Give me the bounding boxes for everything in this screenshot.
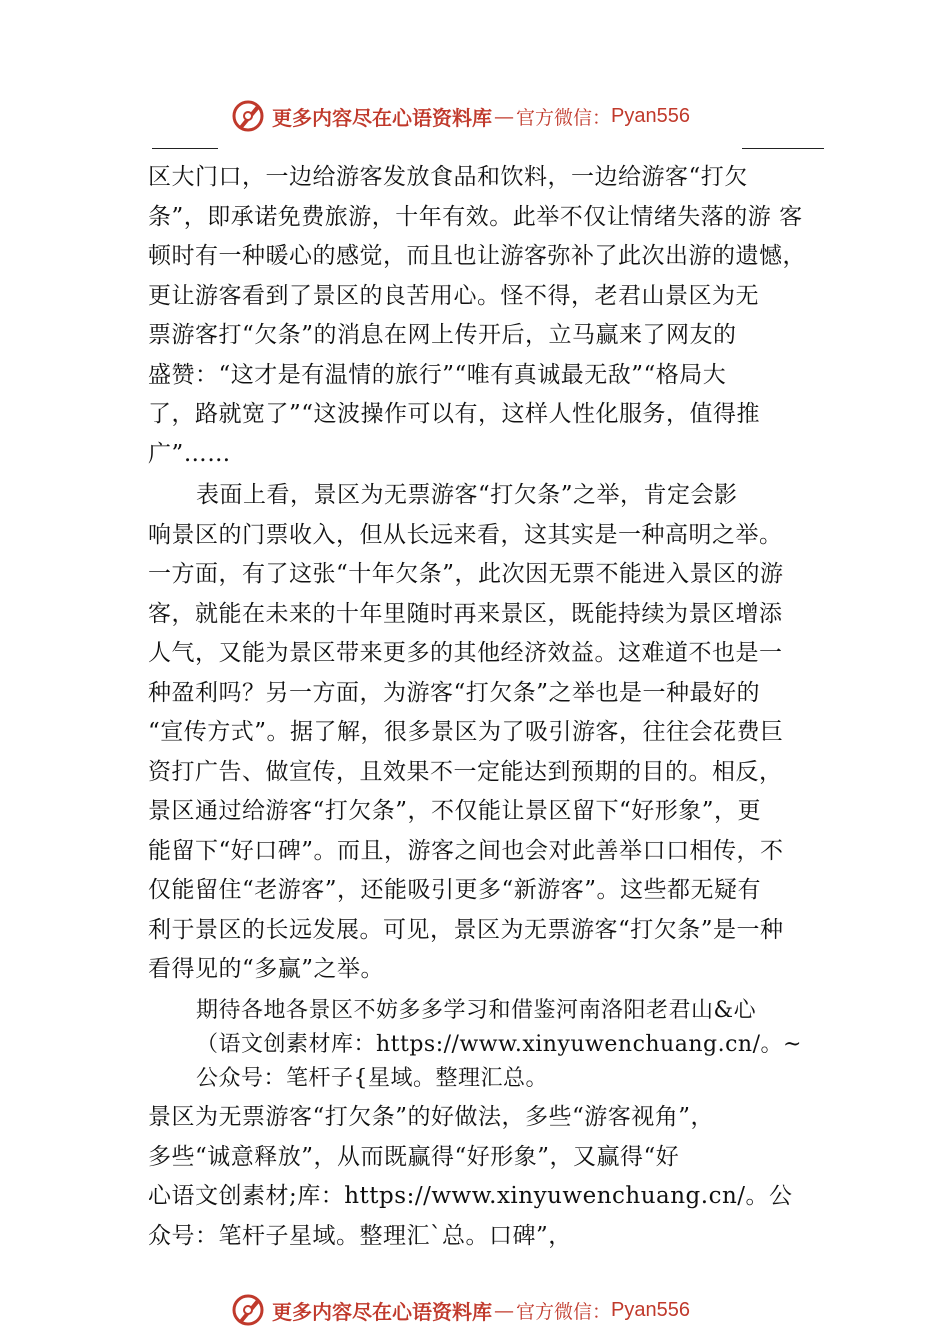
text-line: 种盈利吗？另一方面，为游客“打欠条”之举也是一种最好的 (148, 679, 761, 706)
text-line: 广”…… (148, 440, 231, 467)
banner-title: 更多内容尽在心语资料库 (272, 105, 492, 130)
text-line: 多些“诚意释放”，从而既赢得“好形象”，又赢得“好 (148, 1143, 680, 1170)
banner-separator: — (494, 104, 514, 128)
text-line: 公众号：笔杆子{星域。整理汇总。 (196, 1066, 548, 1091)
banner-wechat-label: 官方微信： (516, 106, 612, 129)
text-line: 区大门口，一边给游客发放食品和饮料，一边给游客“打欠 (148, 164, 748, 190)
text-line: 景区为无票游客“打欠条”的好做法，多些“游客视角”， (148, 1104, 715, 1130)
text-line: “宣传方式”。据了解，很多景区为了吸引游客，往往会花费巨 (148, 719, 784, 745)
text-line: 人气，又能为景区带来更多的其他经济效益。这难道不也是一 (148, 640, 783, 666)
text-line: 盛赞：“这才是有温情的旅行”“唯有真诚最无敌”“格局大 (148, 361, 727, 388)
text-line: 了，路就宽了”“这波操作可以有，这样人性化服务，值得推 (148, 401, 761, 427)
text-line: 心语文创素材;库：https://www.xinyuwenchuang.cn/。公 (148, 1183, 793, 1209)
quill-logo-icon (230, 98, 266, 134)
paragraph-3 (148, 994, 828, 1096)
header-rule-right (742, 148, 824, 149)
paragraph-2 (148, 476, 828, 990)
text-line: 利于景区的长远发展。可见，景区为无票游客“打欠条”是一种 (148, 916, 784, 943)
banner-title: 更多内容尽在心语资料库 (272, 1299, 492, 1324)
text-line: 众号：笔杆子星域。整理汇`总。口碑”， (148, 1222, 572, 1249)
text-line: 响景区的门票收入，但从长远来看，这其实是一种高明之举。 (148, 521, 783, 548)
text-line: 仅能留住“老游客”，还能吸引更多“新游客”。这些都无疑有 (148, 877, 762, 903)
text-line: 条”，即承诺免费旅游，十年有效。此举不仅让情绪失落的游 客 (148, 203, 803, 230)
text-line: 一方面，有了这张“十年欠条”，此次因无票不能进入景区的游 (148, 561, 784, 587)
banner-wechat-label: 官方微信： (516, 1300, 612, 1323)
banner-separator: — (494, 1298, 514, 1322)
text-line: （语文创素材库：https://www.xinyuwenchuang.cn/。~ (196, 1032, 802, 1057)
banner-wechat-id: Pyan556 (611, 104, 690, 127)
text-line: 资打广告、做宣传，且效果不一定能达到预期的目的。相反， (148, 758, 783, 785)
text-line: 期待各地各景区不妨多多学习和借鉴河南洛阳老君山&心 (196, 998, 757, 1023)
text-line: 能留下“好口碑”。而且，游客之间也会对此善举口口相传，不 (148, 837, 784, 864)
text-line: 票游客打“欠条”的消息在网上传开后，立马赢来了网友的 (148, 322, 737, 348)
text-line: 顿时有一种暖心的感觉，而且也让游客弥补了此次出游的遗憾， (148, 243, 806, 269)
text-line: 看得见的“多赢”之举。 (148, 956, 385, 982)
paragraph-4 (148, 1098, 828, 1256)
text-line: 表面上看，景区为无票游客“打欠条”之举，肯定会影 (196, 482, 738, 508)
footer-banner (230, 1290, 750, 1330)
text-line: 客，就能在未来的十年里随时再来景区，既能持续为景区增添 (148, 600, 783, 627)
header-rule-left (152, 148, 218, 149)
paragraph-1 (148, 158, 828, 474)
header-banner (230, 96, 750, 136)
banner-wechat-id: Pyan556 (611, 1298, 690, 1321)
text-line: 景区通过给游客“打欠条”，不仅能让景区留下“好形象”，更 (148, 798, 762, 824)
quill-logo-icon (230, 1292, 266, 1328)
text-line: 更让游客看到了景区的良苦用心。怪不得，老君山景区为无 (148, 282, 759, 309)
